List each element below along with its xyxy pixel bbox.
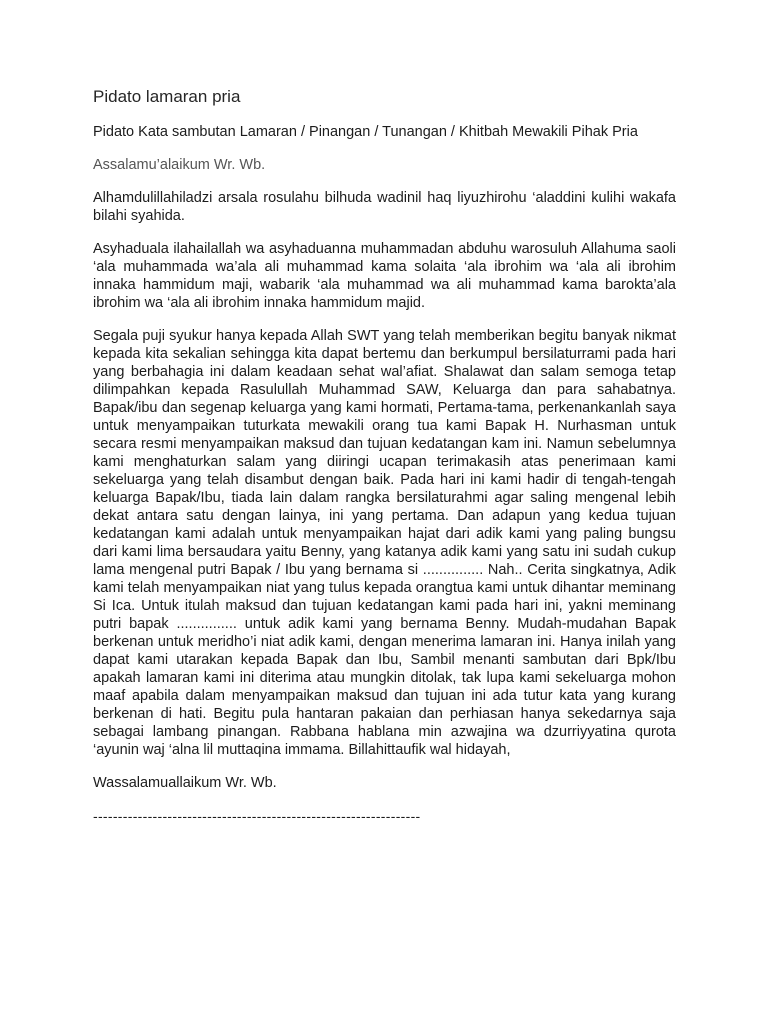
opening-prayer: Alhamdulillahiladzi arsala rosulahu bilhuda wadinil haq liyuzhirohu ‘aladdini kulihi wakafa bilahi syahida.: [93, 190, 676, 224]
document-page: [93, 86, 676, 825]
document-title: Pidato lamaran pria: [93, 87, 241, 106]
shahada-paragraph: Asyhaduala ilahailallah wa asyhaduanna muhammadan abduhu warosuluh Allahuma saoli ‘ala muhammada wa’ala ali muhammad kama solaita ‘ala ibrohim wa ‘ala ali ibrohim innaka hammidum maji, wabarik ‘ala muhammad wa ali muhammad kama barokta’ala ibrohim wa ‘ala ali ibrohim innaka hammidum majid.: [93, 241, 676, 311]
separator-line: ------------------------------------------------------------------: [93, 808, 421, 824]
document-subtitle: Pidato Kata sambutan Lamaran / Pinangan / Tunangan / Khitbah Mewakili Pihak Pria: [93, 124, 638, 140]
closing-salutation: Wassalamuallaikum Wr. Wb.: [93, 775, 277, 791]
greeting: Assalamu’alaikum Wr. Wb.: [93, 157, 266, 173]
body-paragraph: Segala puji syukur hanya kepada Allah SWT yang telah memberikan begitu banyak nikmat kepada kita sekalian sehingga kita dapat bertemu dan berkumpul bersilaturrami pada hari yang berbahagia ini dalam keadaan sehat wal’afiat. Shalawat dan salam semoga tetap dilimpahkan kepada Rasulullah Muhammad SAW, Keluarga dan para sahabatnya. Bapak/ibu dan segenap keluarga yang kami hormati, Pertama-tama, perkenankanlah saya untuk menyampaikan tuturkata mewakili orang tua kami Bapak H. Nurhasman untuk secara resmi menyampaikan maksud dan tujuan kedatangan kam ini. Namun sebelumnya kami menghaturkan salam yang diiringi ucapan terimakasih atas penerimaan kami sekeluarga yang telah disambut dengan baik. Pada hari ini kami hadir di tengah-tengah keluarga Bapak/Ibu, tiada lain dalam rangka bersilaturahmi agar saling mengenal lebih dekat antara satu dengan lainya, ini yang pertama. Dan adapun yang kedua tujuan kedatangan kami adalah untuk menyampaikan hajat dari adik kami yang paling bungsu dari kami lima bersaudara yaitu Benny, yang katanya adik kami yang satu ini sudah cukup lama mengenal putri Bapak / Ibu yang bernama si ............... Nah.. Cerita singkatnya, Adik kami telah menyampaikan niat yang tulus kepada orangtua kami untuk dihantar meminang Si Ica. Untuk itulah maksud dan tujuan kedatangan kami pada hari ini, yakni meminang putri bapak ............... untuk adik kami yang bernama Benny. Mudah-mudahan Bapak berkenan untuk meridho’i niat adik kami, dengan menerima lamaran ini. Hanya inilah yang dapat kami utarakan kepada Bapak dan Ibu, Sambil menanti sambutan dari Bpk/Ibu apakah lamaran kami ini diterima atau mungkin ditolak, tak lupa kami sekeluarga mohon maaf apabila dalam menyampaikan maksud dan tujuan ini ada tutur kata yang kurang berkenan di hati. Begitu pula hantaran pakaian dan perhiasan hanya sekedarnya saja sebagai lambang pinangan. Rabbana hablana min azwajina wa dzurriyyatina qurota ‘ayunin waj ‘alna lil muttaqina immama. Billahittaufik wal hidayah,: [93, 328, 676, 758]
